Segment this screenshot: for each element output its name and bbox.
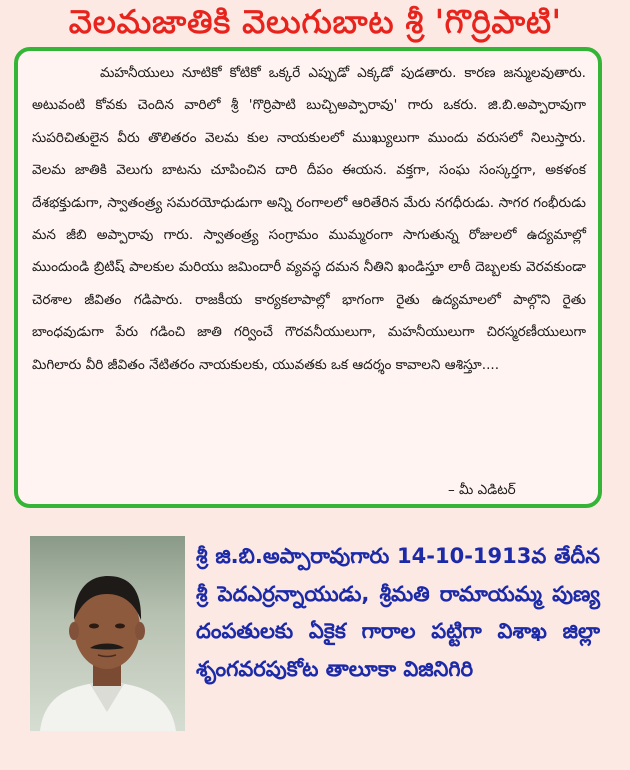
portrait-photo	[30, 536, 185, 731]
page-title: వెలమజాతికి వెలుగుబాట శ్రీ 'గొర్రిపాటి'	[68, 2, 562, 41]
biography-text: శ్రీ జి.బి.అప్పారావుగారు 14-10-1913వ తేదీన శ్రీ పెదఎర్రన్నాయుడు, శ్రీమతి రామాయమ్మ పుణ్య దంపతులకు ఏకైక గారాల పట్టిగా విశాఖ జిల్లా శృంగవరపుకోట తాలూకా విజినిగిరి	[196, 544, 600, 681]
editorial-box	[14, 47, 602, 508]
editorial-body: మహనీయులు నూటికో కోటికో ఒక్కరే ఎప్పుడో ఎక్కడో పుడతారు. కారణ జన్ములవుతారు. అటువంటి కోవకు చెందిన వారిలో శ్రీ 'గొర్రిపాటి బుచ్చిఅప్పారావు' గారు ఒకరు. జి.బి.అప్పారావుగా సుపరిచితులైన వీరు తొలితరం వెలమ కుల నాయకులలో ముఖ్యులుగా ముందు వరుసలో నిలుస్తారు. వెలమ జాతికి వెలుగు బాటను చూపించిన దారి దీపం ఈయన. వక్తగా, సంఘ సంస్కర్తగా, అకళంక దేశభక్తుడుగా, స్వాతంత్ర్య సమరయోధుడుగా అన్ని రంగాలలో ఆరితేరిన మేరు నగధీరుడు. సాగర గంభీరుడు మన జీబి అప్పారావు గారు. స్వాతంత్ర్య సంగ్రామం ముమ్మరంగా సాగుతున్న రోజులలో ఉద్యమాల్లో ముందుండి బ్రిటిష్ పాలకుల మరియు జమిందారీ వ్యవస్థ దమన నీతిని ఖండిస్తూ లాఠీ దెబ్బలకు వెరవకుండా చెరశాల జీవితం గడిపారు. రాజకీయ కార్యకలాపాల్లో భాగంగా రైతు ఉద్యమాలలో పాల్గొని రైతు బాంధవుడుగా పేరు గడించి జాతి గర్వించే గౌరవనీయులుగా, మహనీయులుగా చిరస్మరణీయులుగా మిగిలారు వీరి జీవితం నేటితరం నాయకులకు, యువతకు ఒక ఆదర్శం కావాలని ఆశిస్తూ....	[32, 65, 586, 373]
editor-signature: – మీ ఎడిటర్	[448, 482, 516, 498]
portrait-illustration	[30, 536, 185, 731]
